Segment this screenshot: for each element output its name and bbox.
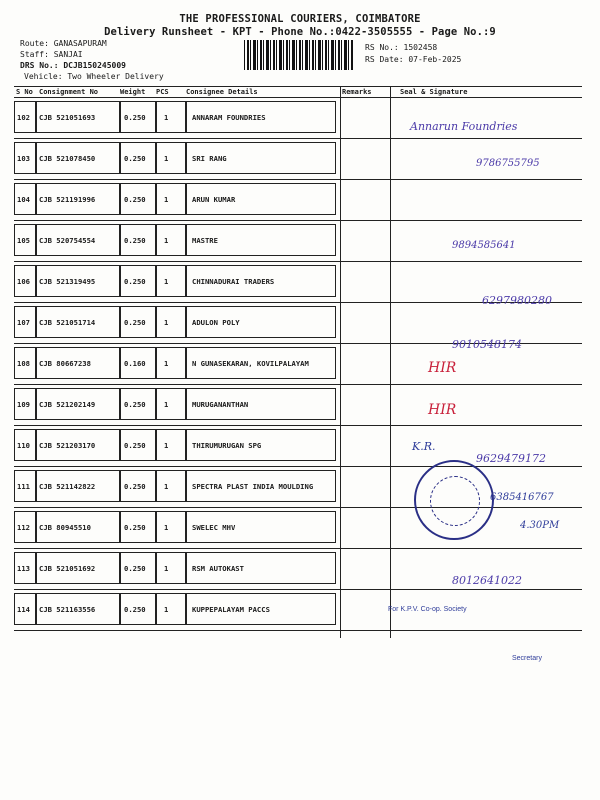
pcs-value: 1 — [164, 482, 169, 491]
cell-box-border — [186, 511, 336, 543]
col-header-weight: Weight — [120, 88, 146, 96]
cell-box-border — [36, 101, 120, 133]
seal-stamp — [414, 460, 494, 540]
table-row — [14, 139, 582, 180]
cell-box-border — [36, 306, 120, 338]
signature-handwriting: 4.30PM — [520, 520, 560, 531]
cell-box-border — [156, 183, 186, 215]
cell-box-border — [186, 183, 336, 215]
cell-box-border — [120, 101, 156, 133]
pcs-value: 1 — [164, 605, 169, 614]
consignee-details: MASTRE — [192, 236, 218, 245]
col-header-sno: S No — [16, 88, 33, 96]
cell-box-border — [156, 101, 186, 133]
table-row — [14, 467, 582, 508]
cell-box-border — [120, 511, 156, 543]
pcs-value: 1 — [164, 154, 169, 163]
row-sno: 112 — [17, 523, 30, 532]
cell-box-border — [156, 511, 186, 543]
consignee-details: ADULON POLY — [192, 318, 240, 327]
runsheet-meta-left — [20, 38, 164, 82]
document-title: THE PROFESSIONAL COURIERS, COIMBATORE — [179, 13, 421, 25]
drs-number-value: DCJB150245009 — [63, 61, 126, 70]
signature-handwriting: 6297980280 — [482, 294, 552, 307]
cell-box-border — [120, 306, 156, 338]
cell-box-border — [36, 511, 120, 543]
col-header-remarks: Remarks — [342, 88, 372, 96]
weight-value: 0.250 — [124, 154, 146, 163]
rs-number: RS No.: 1502458 — [365, 43, 438, 52]
consignment-number: CJB 80945510 — [39, 523, 91, 532]
secretary-stamp-text: Secretary — [512, 655, 542, 662]
row-sno: 111 — [17, 482, 30, 491]
pcs-value: 1 — [164, 195, 169, 204]
cell-box-border — [14, 388, 36, 420]
row-divider — [14, 630, 582, 631]
table-row — [14, 262, 582, 303]
consignment-number: CJB 521203170 — [39, 441, 96, 450]
consignee-details: SWELEC MHV — [192, 523, 236, 532]
cell-box-border — [36, 142, 120, 174]
rs-date: RS Date: 07-Feb-2025 — [365, 55, 462, 64]
pcs-value: 1 — [164, 523, 169, 532]
signature-handwriting: 9894585641 — [452, 240, 516, 251]
barcode-icon — [244, 40, 354, 70]
signature-handwriting: 8012641022 — [452, 574, 522, 587]
drs-number — [20, 60, 164, 71]
cell-box-border — [120, 265, 156, 297]
cell-box-border — [36, 593, 120, 625]
cell-box-border — [120, 142, 156, 174]
cell-box-border — [156, 306, 186, 338]
cell-box-border — [120, 347, 156, 379]
cell-box-border — [14, 429, 36, 461]
cell-box-border — [36, 265, 120, 297]
weight-value: 0.250 — [124, 523, 146, 532]
cell-box-border — [156, 224, 186, 256]
cell-box-border — [186, 142, 336, 174]
col-header-pcs: PCS — [156, 88, 169, 96]
pcs-value: 1 — [164, 400, 169, 409]
cell-box-border — [36, 388, 120, 420]
row-sno: 104 — [17, 195, 30, 204]
row-sno: 110 — [17, 441, 30, 450]
table-row — [14, 385, 582, 426]
row-sno: 105 — [17, 236, 30, 245]
cell-box-border — [186, 593, 336, 625]
consignee-details: RSM AUTOKAST — [192, 564, 244, 573]
signature-handwriting: Annarun Foundries — [410, 120, 518, 133]
col-header-details: Consignee Details — [186, 88, 258, 96]
drs-number-label: DRS No.: — [20, 61, 59, 70]
cell-box-border — [186, 347, 336, 379]
consignment-number: CJB 520754554 — [39, 236, 96, 245]
cell-box-border — [156, 429, 186, 461]
consignment-number: CJB 521051693 — [39, 113, 96, 122]
col-header-consignment: Consignment No — [39, 88, 99, 96]
staff-label: Staff: SANJAI — [20, 50, 83, 59]
cell-box-border — [120, 224, 156, 256]
consignment-number: CJB 521078450 — [39, 154, 96, 163]
cell-box-border — [186, 429, 336, 461]
row-sno: 102 — [17, 113, 30, 122]
cell-box-border — [36, 347, 120, 379]
signature-handwriting: HIR — [428, 402, 457, 418]
cell-box-border — [156, 593, 186, 625]
cell-box-border — [156, 388, 186, 420]
table-row — [14, 180, 582, 221]
pcs-value: 1 — [164, 277, 169, 286]
cell-box-border — [120, 552, 156, 584]
row-sno: 103 — [17, 154, 30, 163]
consignee-details: SPECTRA PLAST INDIA MOULDING — [192, 482, 314, 491]
cell-box-border — [186, 388, 336, 420]
cell-box-border — [14, 183, 36, 215]
cell-box-border — [36, 183, 120, 215]
consignee-details: CHINNADURAI TRADERS — [192, 277, 275, 286]
cell-box-border — [14, 142, 36, 174]
pcs-value: 1 — [164, 359, 169, 368]
cell-box-border — [14, 265, 36, 297]
cell-box-border — [186, 224, 336, 256]
society-stamp-text: For K.P.V. Co-op. Society — [388, 606, 467, 613]
table-border-top — [14, 86, 582, 87]
signature-handwriting: K.R. — [412, 440, 436, 453]
weight-value: 0.250 — [124, 564, 146, 573]
signature-handwriting: 9010548174 — [452, 338, 522, 351]
cell-box-border — [14, 552, 36, 584]
consignee-details: ANNARAM FOUNDRIES — [192, 113, 266, 122]
table-row — [14, 98, 582, 139]
pcs-value: 1 — [164, 564, 169, 573]
table-row — [14, 549, 582, 590]
cell-box-border — [120, 388, 156, 420]
row-sno: 106 — [17, 277, 30, 286]
table-row — [14, 303, 582, 344]
cell-box-border — [120, 470, 156, 502]
weight-value: 0.250 — [124, 482, 146, 491]
consignee-details: MURUGANANTHAN — [192, 400, 249, 409]
cell-box-border — [14, 470, 36, 502]
consignment-number: CJB 521142822 — [39, 482, 96, 491]
consignment-number: CJB 521051714 — [39, 318, 96, 327]
cell-box-border — [156, 347, 186, 379]
vehicle-label: Vehicle: Two Wheeler Delivery — [24, 72, 164, 81]
consignee-details: SRI RANG — [192, 154, 227, 163]
cell-box-border — [36, 429, 120, 461]
row-sno: 113 — [17, 564, 30, 573]
cell-box-border — [186, 306, 336, 338]
consignment-number: CJB 521191996 — [39, 195, 96, 204]
cell-box-border — [14, 593, 36, 625]
cell-box-border — [156, 142, 186, 174]
table-row — [14, 221, 582, 262]
route-label: Route: GANASAPURAM — [20, 39, 107, 48]
weight-value: 0.250 — [124, 195, 146, 204]
row-sno: 107 — [17, 318, 30, 327]
cell-box-border — [186, 552, 336, 584]
consignment-number: CJB 521051692 — [39, 564, 96, 573]
weight-value: 0.250 — [124, 236, 146, 245]
cell-box-border — [156, 470, 186, 502]
cell-box-border — [120, 429, 156, 461]
table-row — [14, 590, 582, 631]
row-sno: 108 — [17, 359, 30, 368]
weight-value: 0.250 — [124, 441, 146, 450]
weight-value: 0.160 — [124, 359, 146, 368]
consignee-details: ARUN KUMAR — [192, 195, 236, 204]
signature-handwriting: 9629479172 — [476, 452, 546, 465]
consignee-details: KUPPEPALAYAM PACCS — [192, 605, 270, 614]
cell-box-border — [156, 265, 186, 297]
pcs-value: 1 — [164, 441, 169, 450]
consignment-number: CJB 521319495 — [39, 277, 96, 286]
consignment-number: CJB 521202149 — [39, 400, 96, 409]
weight-value: 0.250 — [124, 113, 146, 122]
cell-box-border — [36, 552, 120, 584]
weight-value: 0.250 — [124, 605, 146, 614]
table-row — [14, 344, 582, 385]
cell-box-border — [14, 101, 36, 133]
cell-box-border — [14, 347, 36, 379]
consignee-details: THIRUMURUGAN SPG — [192, 441, 262, 450]
cell-box-border — [14, 511, 36, 543]
weight-value: 0.250 — [124, 400, 146, 409]
consignment-number: CJB 521163556 — [39, 605, 96, 614]
col-header-seal: Seal & Signature — [400, 88, 468, 96]
runsheet-meta-right — [365, 42, 461, 66]
cell-box-border — [120, 183, 156, 215]
cell-box-border — [36, 470, 120, 502]
weight-value: 0.250 — [124, 318, 146, 327]
consignee-details: N GUNASEKARAN, KOVILPALAYAM — [192, 359, 309, 368]
row-sno: 114 — [17, 605, 30, 614]
pcs-value: 1 — [164, 113, 169, 122]
cell-box-border — [14, 306, 36, 338]
cell-box-border — [186, 265, 336, 297]
document-subtitle: Delivery Runsheet - KPT - Phone No.:0422-3505555 - Page No.:9 — [104, 26, 496, 38]
delivery-table — [14, 86, 582, 638]
cell-box-border — [120, 593, 156, 625]
signature-handwriting: 9786755795 — [476, 158, 540, 169]
signature-handwriting: HIR — [428, 360, 457, 376]
cell-box-border — [36, 224, 120, 256]
table-row — [14, 508, 582, 549]
weight-value: 0.250 — [124, 277, 146, 286]
table-row — [14, 426, 582, 467]
pcs-value: 1 — [164, 318, 169, 327]
cell-box-border — [156, 552, 186, 584]
cell-box-border — [14, 224, 36, 256]
cell-box-border — [186, 470, 336, 502]
consignment-number: CJB 80667238 — [39, 359, 91, 368]
row-sno: 109 — [17, 400, 30, 409]
signature-handwriting: 6385416767 — [490, 492, 554, 503]
cell-box-border — [186, 101, 336, 133]
pcs-value: 1 — [164, 236, 169, 245]
